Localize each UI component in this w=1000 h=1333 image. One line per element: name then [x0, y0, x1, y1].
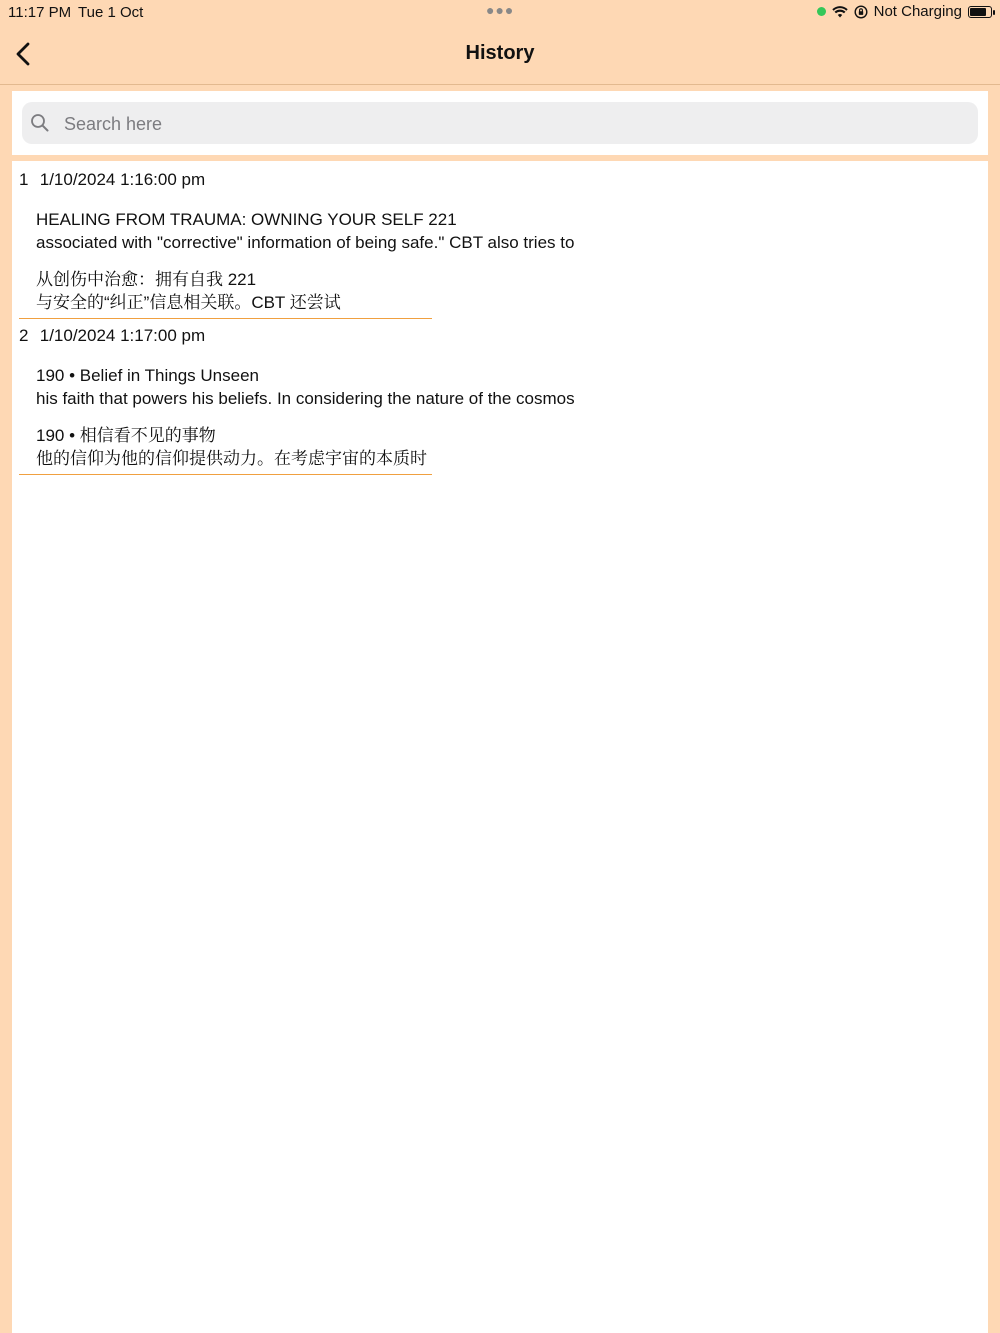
- wifi-icon: [832, 5, 848, 18]
- search-input[interactable]: [62, 102, 966, 146]
- charging-status: Not Charging: [873, 3, 962, 20]
- page-title: History: [465, 42, 535, 64]
- source-text: [36, 208, 574, 254]
- history-panel: [12, 91, 988, 1333]
- source-line: his faith that powers his beliefs. In considering the nature of the cosmos: [36, 389, 575, 408]
- history-item[interactable]: [12, 317, 988, 477]
- status-date: Tue 1 Oct: [78, 4, 144, 21]
- history-item-header: [19, 326, 205, 346]
- source-line: HEALING FROM TRAUMA: OWNING YOUR SELF 221: [36, 210, 457, 229]
- source-line: 190 • Belief in Things Unseen: [36, 366, 260, 385]
- status-bar: [0, 0, 1000, 26]
- translation-text: [36, 424, 427, 470]
- status-time: 11:17 PM: [8, 4, 72, 21]
- status-right: [817, 3, 992, 20]
- multitasking-dots-icon[interactable]: ●●●: [486, 2, 515, 18]
- item-divider: [19, 474, 432, 475]
- translation-line: 从创伤中治愈：拥有自我 221: [36, 270, 257, 289]
- source-line: associated with "corrective" information of being safe." CBT also tries to: [36, 233, 575, 252]
- history-item-timestamp: 1/10/2024 1:16:00 pm: [39, 170, 206, 189]
- history-item[interactable]: [12, 161, 988, 317]
- search-icon: [30, 113, 50, 133]
- history-item-index: 2: [19, 326, 29, 345]
- camera-indicator-icon: [817, 7, 826, 16]
- history-item-header: [19, 170, 205, 190]
- translation-line: 与安全的“纠正”信息相关联。CBT 还尝试: [36, 293, 341, 312]
- translation-text: [36, 268, 341, 314]
- search-bar: [12, 91, 988, 161]
- history-item-timestamp: 1/10/2024 1:17:00 pm: [39, 326, 206, 345]
- orientation-lock-icon: [854, 5, 868, 19]
- battery-icon: [968, 6, 992, 18]
- translation-line: 他的信仰为他的信仰提供动力。在考虑宇宙的本质时: [36, 449, 427, 468]
- source-text: [36, 364, 575, 410]
- search-field[interactable]: [22, 102, 978, 144]
- translation-line: 190 • 相信看不见的事物: [36, 426, 216, 445]
- history-item-index: 1: [19, 170, 29, 189]
- navigation-bar: [0, 26, 1000, 85]
